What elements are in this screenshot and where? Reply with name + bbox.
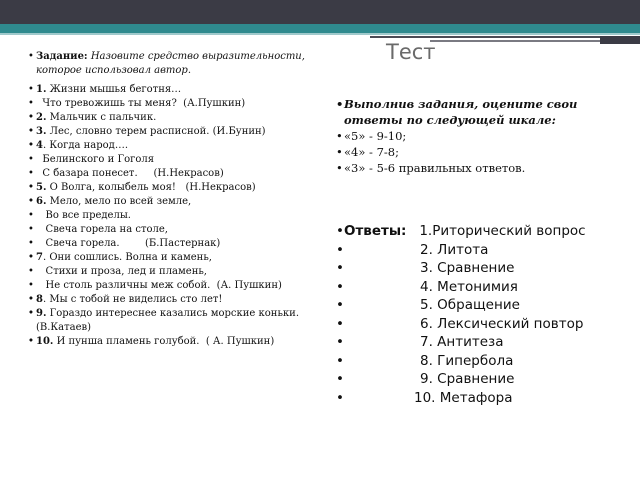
- list-item: • Во все пределы.: [28, 209, 328, 223]
- list-item: • 7. Они сошлись. Волна и камень,: [28, 251, 328, 265]
- list-item: • 4. Когда народ….: [28, 139, 328, 153]
- list-item: • Стихи и проза, лед и пламень,: [28, 265, 328, 279]
- list-item: • 3. Сравнение: [336, 259, 626, 278]
- grading-heading: • Выполнив задания, оцените свои ответы по следующей шкале:: [336, 96, 626, 128]
- list-item: • 9. Гораздо интереснее казались морские коньки. (В.Катаев): [28, 307, 328, 335]
- list-item: • 10. И пунша пламень голубой. ( А. Пушкин): [28, 335, 328, 349]
- grading-scale: [336, 96, 626, 176]
- list-item: • «4» - 7-8;: [336, 144, 626, 160]
- list-item: • 5. О Волга, колыбель моя! (Н.Некрасов): [28, 181, 328, 195]
- list-item: • Белинского и Гоголя: [28, 153, 328, 167]
- answers-first: • Ответы: 1.Риторический вопрос: [336, 222, 626, 241]
- list-item: • 3. Лес, словно терем расписной. (И.Бунин): [28, 125, 328, 139]
- list-item: • «5» - 9-10;: [336, 128, 626, 144]
- list-item: • 2. Мальчик с пальчик.: [28, 111, 328, 125]
- list-item: • Не столь различны меж собой. (А. Пушкин): [28, 279, 328, 293]
- list-item: • С базара понесет. (Н.Некрасов): [28, 167, 328, 181]
- list-item: • 1. Жизни мышья беготня…: [28, 83, 328, 97]
- list-item: • 2. Литота: [336, 241, 626, 260]
- list-item: • Что тревожишь ты меня? (А.Пушкин): [28, 97, 328, 111]
- list-item: • 9. Сравнение: [336, 370, 626, 389]
- list-item: • 4. Метонимия: [336, 278, 626, 297]
- list-item: • «3» - 5-6 правильных ответов.: [336, 160, 626, 176]
- list-item: • 5. Обращение: [336, 296, 626, 315]
- answers-list: [336, 222, 626, 407]
- list-item: • 6. Лексический повтор: [336, 315, 626, 334]
- list-item: • 6. Мело, мело по всей земле,: [28, 195, 328, 209]
- list-item: • Свеча горела. (Б.Пастернак): [28, 237, 328, 251]
- header-stripe: [0, 24, 640, 33]
- list-item: • 8. Мы с тобой не виделись сто лет!: [28, 293, 328, 307]
- task-list: [28, 50, 328, 349]
- task-instruction: • Задание: Назовите средство выразительности, которое использовал автор.: [28, 50, 328, 78]
- list-item: • 7. Антитеза: [336, 333, 626, 352]
- list-item: • 8. Гипербола: [336, 352, 626, 371]
- list-item: • Свеча горела на столе,: [28, 223, 328, 237]
- header-band: [0, 0, 640, 24]
- decorative-lines: [0, 33, 640, 45]
- slide-title: Тест: [386, 40, 436, 64]
- list-item: • 10. Метафора: [336, 389, 626, 408]
